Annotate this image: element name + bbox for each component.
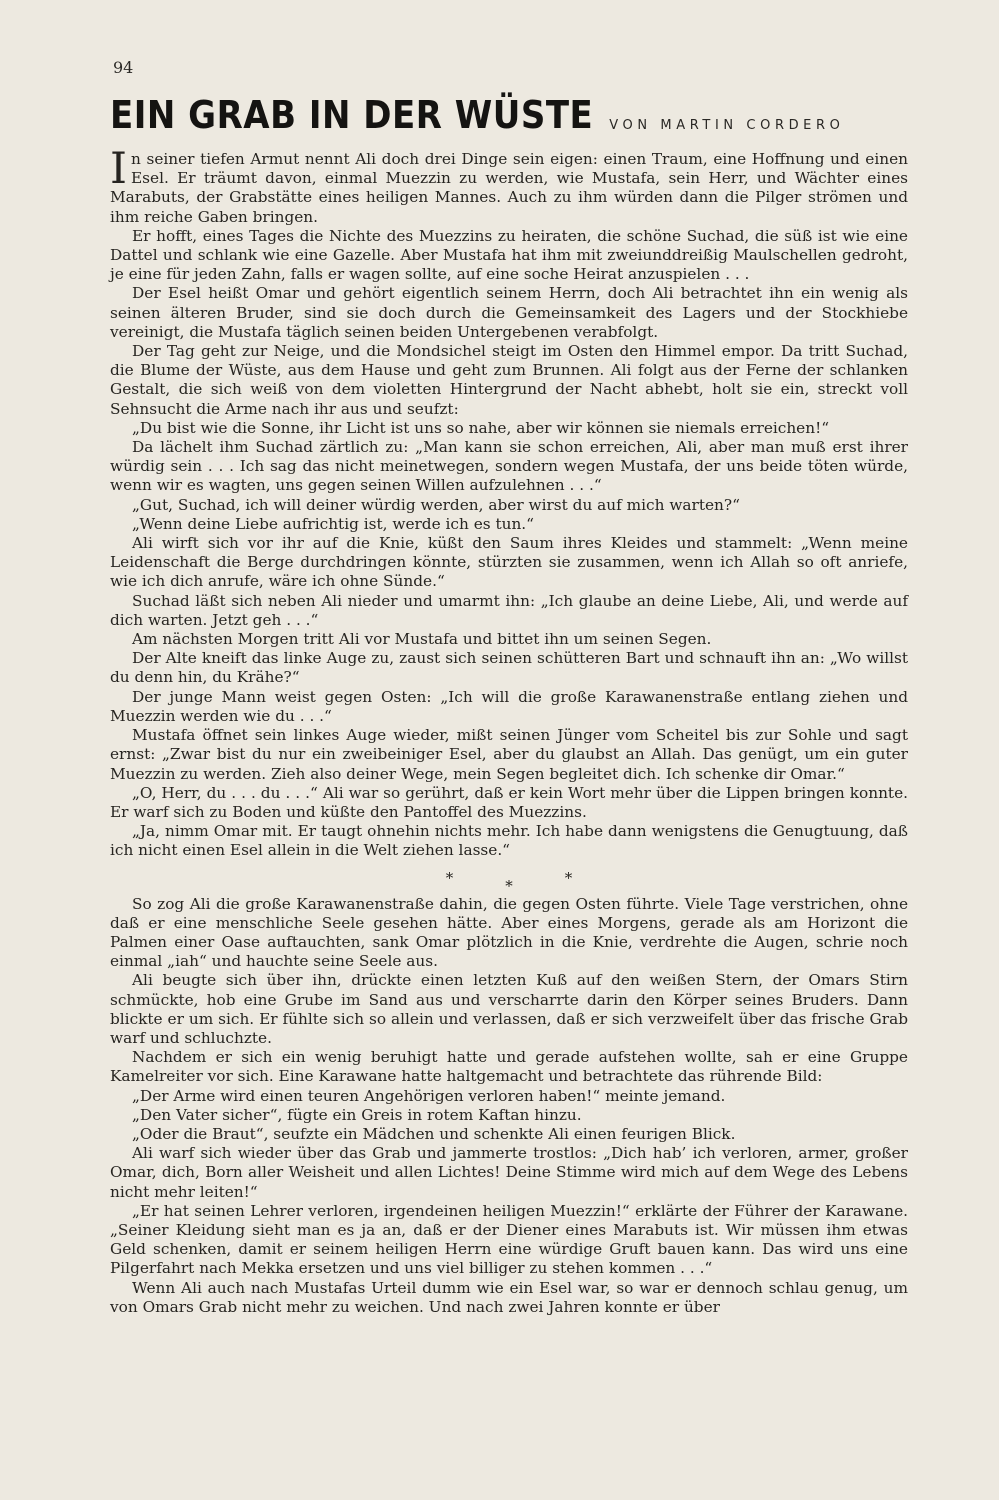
story-body — [110, 144, 908, 1317]
paragraph: Er hofft, eines Tages die Nichte des Muezzins zu heiraten, die schöne Suchad, die süß ist wie eine Dattel und schlank wie eine Gazelle. Aber Mustafa hat ihm mit zweiunddreißig Maulschellen gedroht, je eine für jeden Zahn, falls er wagen sollte, auf eine soche Heirat anzuspielen . . . — [110, 226, 908, 284]
paragraph: Wenn Ali auch nach Mustafas Urteil dumm wie ein Esel war, so war er dennoch schlau genug, um von Omars Grab nicht mehr zu weichen. Und nach zwei Jahren konnte er über — [110, 1278, 908, 1316]
title-row — [110, 93, 910, 138]
paragraph: „Den Vater sicher“, fügte ein Greis in rotem Kaftan hinzu. — [132, 1105, 582, 1124]
paragraph: „Gut, Suchad, ich will deiner würdig werden, aber wirst du auf mich warten?“ — [132, 495, 740, 514]
paragraph: Suchad läßt sich neben Ali nieder und umarmt ihn: „Ich glaube an deine Liebe, Ali, und werde auf dich warten. Jetzt geh . . .“ — [110, 591, 908, 629]
paragraph: Der Esel heißt Omar und gehört eigentlich seinem Herrn, doch Ali betrachtet ihn ein wenig als seinen älteren Bruder, sind sie doch durch die Gemeinsamkeit des Lagers und der Stockhiebe vereinigt, die Mustafa täglich seinen beiden Untergebenen verabfolgt. — [110, 284, 908, 341]
paragraph: „Wenn deine Liebe aufrichtig ist, werde ich es tun.“ — [132, 514, 534, 533]
paragraph: Ali wirft sich vor ihr auf die Knie, küßt den Saum ihres Kleides und stammelt: „Wenn meine Leidenschaft die Berge durchdringen könnte, stürzten sie zusammen, wenn ich Allah so oft anriefe, wie ich dich anrufe, wäre ich ohne Sünde.“ — [110, 534, 908, 591]
paragraph: „Er hat seinen Lehrer verloren, irgendeinen heiligen Muezzin!“ erklärte der Führer der Karawane. „Seiner Kleidung sieht man es ja an, daß er der Diener eines Marabuts ist. Wir müssen ihm etwas Geld schenken, damit er seinem heiligen Herrn eine würdige Gruft bauen kann. Das wird uns eine Pilgerfahrt nach Mekka ersetzen und uns viel billiger zu stehen kommen . . .“ — [110, 1201, 908, 1278]
divider-asterisk: * — [445, 868, 454, 887]
divider-asterisk: * — [564, 868, 573, 887]
paragraph — [110, 144, 908, 227]
paragraph: Nachdem er sich ein wenig beruhigt hatte und gerade aufstehen wollte, sah er eine Gruppe Kamelreiter vor sich. Eine Karawane hatte haltgemacht und betrachtete das rührende Bild: — [110, 1048, 908, 1086]
paragraph: Der junge Mann weist gegen Osten: „Ich will die große Karawanenstraße entlang ziehen und Muezzin werden wie du . . .“ — [110, 687, 908, 725]
paragraph: „Du bist wie die Sonne, ihr Licht ist uns so nahe, aber wir können sie niemals erreichen!“ — [132, 418, 830, 437]
story-part-two — [110, 895, 908, 1317]
paragraph: Ali warf sich wieder über das Grab und jammerte trostlos: „Dich hab’ ich verloren, armer, großer Omar, dich, Born aller Weisheit und allen Lichtes! Deine Stimme wird mich auf dem Wege des Lebens nicht mehr leiten!“ — [110, 1144, 908, 1201]
section-divider — [110, 867, 908, 895]
paragraph-text: n seiner tiefen Armut nennt Ali doch drei Dinge sein eigen: einen Traum, eine Hoffnung und einen Esel. Er träumt davon, einmal Muezzin zu werden, wie Mustafa, sein Herr, und Wächter eines Marabuts, der Grabstätte eines heiligen Mannes. Auch zu ihm würden dann die Pilger strömen und ihm reiche Gaben bringen. — [110, 150, 908, 226]
story-title: EIN GRAB IN DER WÜSTE — [110, 93, 594, 138]
paragraph: Der Alte kneift das linke Auge zu, zaust sich seinen schütteren Bart und schnauft ihn an: „Wo willst du denn hin, du Krähe?“ — [110, 649, 908, 687]
paragraph: Ali beugte sich über ihn, drückte einen letzten Kuß auf den weißen Stern, der Omars Stirn schmückte, hob eine Grube im Sand aus und verscharrte darin den Körper seines Bruders. Dann blickte er um sich. Er fühlte sich so allein und verlassen, daß er sich verzweifelt über das frische Grab warf und schluchzte. — [110, 971, 908, 1047]
paragraph: Da lächelt ihm Suchad zärtlich zu: „Man kann sie schon erreichen, Ali, aber man muß erst ihrer würdig sein . . . Ich sag das nicht meinetwegen, sondern wegen Mustafa, der uns beide töten würde, wenn wir es wagten, uns gegen seinen Willen aufzulehnen . . .“ — [110, 438, 908, 495]
drop-cap: I — [110, 144, 127, 194]
paragraph: „Der Arme wird einen teuren Angehörigen verloren haben!“ meinte jemand. — [132, 1086, 726, 1105]
paragraph: „Oder die Braut“, seufzte ein Mädchen und schenkte Ali einen feurigen Blick. — [132, 1124, 736, 1143]
paragraph: So zog Ali die große Karawanenstraße dahin, die gegen Osten führte. Viele Tage verstrichen, ohne daß er eine menschliche Seele gesehen hätte. Aber eines Morgens, gerade als am Horizont die Palmen einer Oase auftauchten, sank Omar plötzlich in die Knie, verdrehte die Augen, schrie noch einmal „iah“ und hauchte seine Seele aus. — [110, 894, 908, 971]
story-part-one — [110, 144, 908, 861]
paragraph: „O, Herr, du . . . du . . .“ Ali war so gerührt, daß er kein Wort mehr über die Lippen bringen konnte. Er warf sich zu Boden und küßte den Pantoffel des Muezzins. — [110, 783, 908, 821]
divider-asterisk: * — [505, 876, 513, 895]
paragraph: Mustafa öffnet sein linkes Auge wieder, mißt seinen Jünger vom Scheitel bis zur Sohle und sagt ernst: „Zwar bist du nur ein zweibeiniger Esel, aber du glaubst an Allah. Das genügt, um ein guter Muezzin zu werden. Zieh also deiner Wege, mein Segen begleitet dich. Ich schenke dir Omar.“ — [110, 726, 908, 783]
byline: VON MARTIN CORDERO — [609, 118, 845, 133]
paragraph: Am nächsten Morgen tritt Ali vor Mustafa und bittet ihn um seinen Segen. — [132, 630, 712, 649]
paragraph: Der Tag geht zur Neige, und die Mondsichel steigt im Osten den Himmel empor. Da tritt Suchad, die Blume der Wüste, aus dem Hause und geht zum Brunnen. Ali folgt aus der Ferne der schlanken Gestalt, die sich weiß von dem violetten Hintergrund der Nacht abhebt, holt sie ein, streckt voll Sehnsucht die Arme nach ihr aus und seufzt: — [110, 342, 908, 418]
paragraph: „Ja, nimm Omar mit. Er taugt ohnehin nichts mehr. Ich habe dann wenigstens die Genugtuung, daß ich nicht einen Esel allein in die Welt ziehen lasse.“ — [110, 822, 908, 860]
page-number: 94 — [113, 58, 134, 77]
